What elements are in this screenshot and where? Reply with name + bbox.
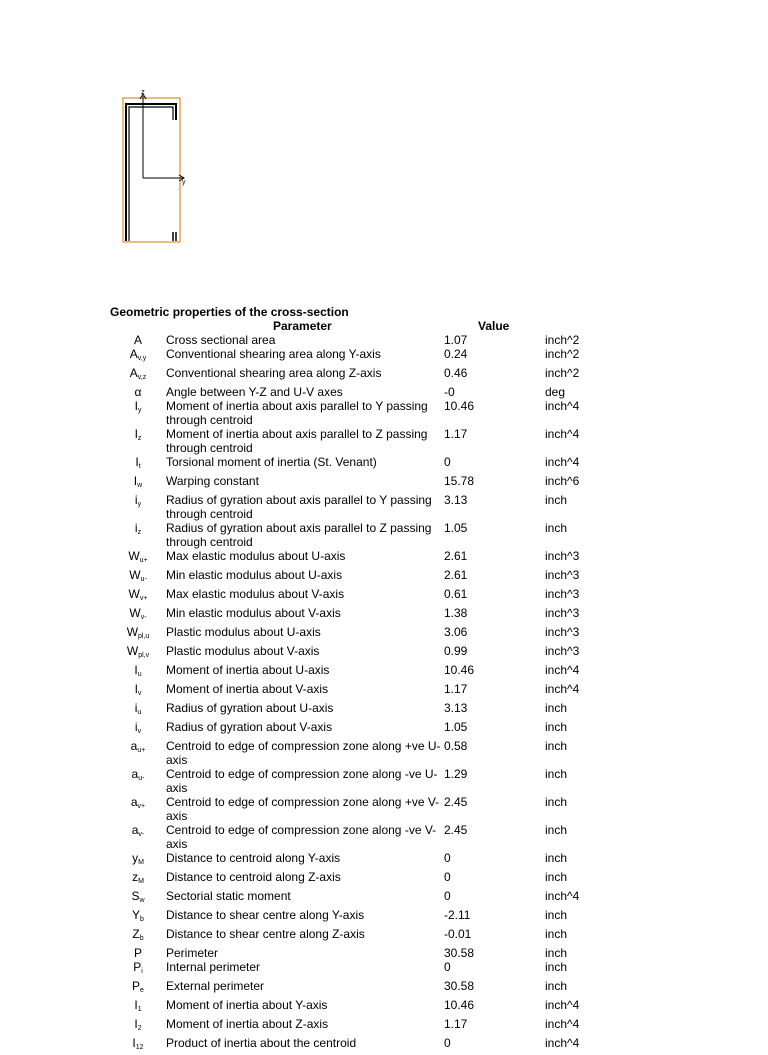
parameter-symbol [110, 701, 166, 720]
symbol-subscript: v- [138, 831, 145, 838]
symbol-main: Y [132, 908, 141, 922]
table-row [110, 493, 730, 521]
parameter-value: -0 [444, 385, 455, 399]
parameter-symbol [110, 823, 166, 851]
parameter-symbol [110, 998, 166, 1017]
parameter-description: Torsional moment of inertia (St. Venant) [166, 455, 377, 469]
properties-table [110, 333, 730, 1055]
symbol-subscript: y [137, 501, 142, 508]
parameter-unit: inch^2 [545, 347, 580, 361]
parameter-value: 1.07 [444, 333, 468, 347]
parameter-unit: inch [545, 851, 568, 865]
parameter-value: 15.78 [444, 474, 475, 488]
parameter-unit: inch [545, 720, 568, 734]
symbol-subscript: w [139, 897, 145, 904]
parameter-description: Centroid to edge of compression zone along -ve U-axis [166, 767, 438, 795]
parameter-unit: inch^3 [545, 549, 580, 563]
symbol-subscript: u- [140, 576, 147, 583]
table-row [110, 549, 730, 568]
symbol-subscript: u [137, 709, 142, 716]
parameter-symbol [110, 549, 166, 568]
parameter-value: 0.58 [444, 739, 468, 753]
table-row [110, 927, 730, 946]
symbol-main: W [129, 606, 141, 620]
parameter-value: 10.46 [444, 399, 475, 413]
table-row [110, 979, 730, 998]
parameter-unit: inch [545, 521, 568, 535]
parameter-unit: inch^4 [545, 399, 580, 413]
parameter-symbol [110, 946, 166, 960]
parameter-value: 0 [444, 1036, 451, 1050]
parameter-unit: inch [545, 946, 568, 960]
parameter-unit: inch^4 [545, 455, 580, 469]
table-row [110, 521, 730, 549]
parameter-symbol [110, 851, 166, 870]
parameter-description: Moment of inertia about Y-axis [166, 998, 328, 1012]
table-row [110, 347, 730, 366]
symbol-subscript: v- [140, 614, 147, 621]
symbol-subscript: u [137, 671, 142, 678]
parameter-symbol [110, 587, 166, 606]
symbol-main: W [126, 644, 139, 658]
table-row [110, 385, 730, 399]
parameter-value: 0 [444, 889, 451, 903]
symbol-main: a [130, 739, 138, 753]
parameter-description: Distance to centroid along Z-axis [166, 870, 341, 884]
parameter-value: 0.99 [444, 644, 468, 658]
parameter-value: 2.45 [444, 795, 468, 809]
symbol-subscript: v [137, 690, 142, 697]
cross-section-drawing [110, 86, 200, 246]
table-row [110, 870, 730, 889]
parameter-symbol [110, 908, 166, 927]
section-profile-outer [126, 104, 176, 241]
parameter-description: Max elastic modulus about U-axis [166, 549, 346, 563]
symbol-subscript: t [138, 463, 141, 470]
symbol-subscript: z [137, 529, 142, 536]
parameter-symbol [110, 455, 166, 474]
symbol-main: I [134, 663, 138, 677]
parameter-unit: inch^3 [545, 644, 580, 658]
table-row [110, 851, 730, 870]
symbol-main: W [128, 549, 140, 563]
symbol-main: A [129, 347, 138, 361]
parameter-value: 0.46 [444, 366, 468, 380]
symbol-main: i [134, 701, 138, 715]
parameter-symbol [110, 644, 166, 663]
table-row [110, 663, 730, 682]
parameter-description: Moment of inertia about U-axis [166, 663, 330, 677]
symbol-subscript: v,z [137, 374, 147, 381]
symbol-subscript: v+ [137, 803, 146, 810]
parameter-description: Sectorial static moment [166, 889, 291, 903]
parameter-description: Internal perimeter [166, 960, 261, 974]
parameter-symbol [110, 795, 166, 823]
parameter-description: Moment of inertia about Z-axis [166, 1017, 329, 1031]
parameter-description: External perimeter [166, 979, 265, 993]
symbol-subscript: 12 [135, 1044, 144, 1051]
parameter-value: 1.05 [444, 521, 468, 535]
symbol-main: I [134, 1017, 138, 1031]
table-row [110, 455, 730, 474]
table-row [110, 701, 730, 720]
parameter-value: 30.58 [444, 979, 475, 993]
parameter-value: 1.38 [444, 606, 468, 620]
table-row [110, 795, 730, 823]
parameter-value: 30.58 [444, 946, 475, 960]
parameter-description: Warping constant [166, 474, 259, 488]
symbol-main: P [132, 979, 141, 993]
parameter-symbol [110, 739, 166, 767]
parameter-value: 0 [444, 455, 451, 469]
table-row [110, 739, 730, 767]
symbol-main: P [133, 946, 142, 960]
parameter-unit: inch [545, 979, 568, 993]
symbol-subscript: M [138, 878, 144, 885]
parameter-value: 0 [444, 851, 451, 865]
parameter-unit: inch [545, 908, 568, 922]
table-row [110, 606, 730, 625]
symbol-main: I [134, 998, 138, 1012]
parameter-value: -2.11 [444, 908, 471, 922]
parameter-unit: inch [545, 823, 568, 837]
symbol-subscript: y [137, 407, 142, 414]
parameter-description: Perimeter [166, 946, 219, 960]
parameter-description: Product of inertia about the centroid [166, 1036, 357, 1050]
symbol-subscript: M [138, 859, 144, 866]
parameter-unit: inch^3 [545, 587, 580, 601]
parameter-description: Max elastic modulus about V-axis [166, 587, 345, 601]
table-row [110, 720, 730, 739]
symbol-main: I [134, 682, 138, 696]
symbol-subscript: w [137, 482, 143, 489]
parameter-unit: inch [545, 739, 568, 753]
table-row [110, 366, 730, 385]
parameter-description: Moment of inertia about axis parallel to Y passing through centroid [166, 399, 428, 427]
parameter-symbol [110, 474, 166, 493]
parameter-symbol [110, 427, 166, 455]
parameter-value: 10.46 [444, 998, 475, 1012]
parameter-unit: inch^4 [545, 682, 580, 696]
parameter-description: Centroid to edge of compression zone along +ve V-axis [166, 795, 440, 823]
parameter-symbol [110, 927, 166, 946]
parameter-symbol [110, 767, 166, 795]
parameter-value: 2.61 [444, 568, 468, 582]
table-row [110, 960, 730, 979]
parameter-symbol [110, 1017, 166, 1036]
parameter-unit: inch^3 [545, 625, 580, 639]
table-row [110, 399, 730, 427]
table-row [110, 908, 730, 927]
parameter-description: Conventional shearing area along Z-axis [166, 366, 382, 380]
cross-section-figure [110, 86, 200, 246]
parameter-unit: inch [545, 767, 568, 781]
parameter-symbol [110, 720, 166, 739]
symbol-main: I [132, 1036, 136, 1050]
symbol-main: i [134, 493, 138, 507]
parameter-unit: inch^4 [545, 1017, 580, 1031]
symbol-main: i [134, 521, 138, 535]
symbol-main: a [131, 823, 139, 837]
parameter-unit: inch [545, 927, 568, 941]
parameter-symbol [110, 889, 166, 908]
symbol-main: A [133, 333, 142, 347]
header-value: Value [478, 319, 510, 333]
parameter-value: 1.17 [444, 427, 468, 441]
parameter-value: 2.61 [444, 549, 468, 563]
table-row [110, 644, 730, 663]
parameter-symbol [110, 399, 166, 427]
parameter-symbol [110, 385, 166, 399]
symbol-main: α [134, 385, 142, 399]
symbol-main: y [132, 851, 139, 865]
parameter-value: 3.13 [444, 701, 468, 715]
table-row [110, 889, 730, 908]
parameter-description: Cross sectional area [166, 333, 276, 347]
table-row [110, 1036, 730, 1055]
parameter-description: Min elastic modulus about V-axis [166, 606, 341, 620]
table-row [110, 474, 730, 493]
parameter-symbol [110, 493, 166, 521]
parameter-description: Distance to centroid along Y-axis [166, 851, 341, 865]
parameter-description: Conventional shearing area along Y-axis [166, 347, 381, 361]
parameter-unit: inch^2 [545, 333, 580, 347]
symbol-subscript: b [140, 916, 144, 923]
parameter-symbol [110, 870, 166, 889]
symbol-subscript: pl,v [138, 652, 150, 659]
symbol-subscript: b [139, 935, 144, 942]
symbol-subscript: u+ [137, 747, 146, 754]
parameter-value: -0.01 [444, 927, 472, 941]
parameter-description: Min elastic modulus about U-axis [166, 568, 343, 582]
parameter-symbol [110, 366, 166, 385]
table-row [110, 946, 730, 960]
parameter-unit: inch^4 [545, 889, 580, 903]
parameter-symbol [110, 1036, 166, 1055]
parameter-unit: inch^2 [545, 366, 580, 380]
table-row [110, 998, 730, 1017]
parameter-value: 3.13 [444, 493, 468, 507]
symbol-main: W [129, 568, 141, 582]
symbol-subscript: v+ [139, 595, 148, 602]
symbol-subscript: e [140, 987, 144, 994]
parameter-symbol [110, 979, 166, 998]
parameter-symbol [110, 663, 166, 682]
parameter-value: 3.06 [444, 625, 468, 639]
parameter-description: Radius of gyration about axis parallel to Y passing through centroid [166, 493, 432, 521]
parameter-symbol [110, 521, 166, 549]
parameter-symbol [110, 568, 166, 587]
parameter-description: Angle between Y-Z and U-V axes [166, 385, 343, 399]
symbol-subscript: i [141, 968, 143, 975]
table-row [110, 568, 730, 587]
symbol-main: I [134, 427, 138, 441]
symbol-main: W [126, 625, 139, 639]
table-row [110, 587, 730, 606]
symbol-main: W [128, 587, 140, 601]
parameter-description: Distance to shear centre along Z-axis [166, 927, 365, 941]
symbol-subscript: u+ [139, 557, 148, 564]
section-lip-bottom [173, 232, 176, 241]
symbol-main: i [134, 720, 138, 734]
parameter-value: 1.17 [444, 1017, 468, 1031]
parameter-symbol [110, 625, 166, 644]
parameter-description: Moment of inertia about V-axis [166, 682, 329, 696]
parameter-value: 0 [444, 960, 451, 974]
section-bounding-box [123, 98, 180, 242]
parameter-description: Distance to shear centre along Y-axis [166, 908, 365, 922]
parameter-unit: inch [545, 870, 568, 884]
symbol-main: a [131, 767, 139, 781]
symbol-main: z [132, 870, 139, 884]
symbol-subscript: v,y [137, 355, 147, 362]
parameter-description: Plastic modulus about U-axis [166, 625, 321, 639]
parameter-symbol [110, 347, 166, 366]
section-title: Geometric properties of the cross-section [110, 305, 349, 319]
parameter-unit: inch^6 [545, 474, 580, 488]
properties-section [110, 305, 730, 1055]
table-header [110, 319, 730, 333]
header-parameter: Parameter [273, 319, 332, 333]
symbol-main: A [129, 366, 138, 380]
parameter-unit: inch^3 [545, 606, 580, 620]
parameter-symbol [110, 606, 166, 625]
table-row [110, 767, 730, 795]
parameter-unit: inch^3 [545, 568, 580, 582]
parameter-unit: deg [545, 385, 566, 399]
section-profile-inner [129, 107, 173, 241]
parameter-unit: inch^4 [545, 998, 580, 1012]
table-row [110, 427, 730, 455]
parameter-value: 1.05 [444, 720, 468, 734]
parameter-description: Moment of inertia about axis parallel to Z passing through centroid [166, 427, 428, 455]
parameter-value: 0 [444, 870, 451, 884]
symbol-subscript: z [137, 435, 142, 442]
parameter-description: Centroid to edge of compression zone along -ve V-axis [166, 823, 437, 851]
symbol-main: I [134, 399, 138, 413]
parameter-description: Centroid to edge of compression zone along +ve U-axis [166, 739, 441, 767]
properties-table-body [110, 333, 730, 1055]
symbol-subscript: u- [138, 775, 145, 782]
symbol-subscript: 2 [137, 1025, 142, 1032]
symbol-main: S [131, 889, 140, 903]
symbol-main: I [135, 455, 139, 469]
symbol-main: a [130, 795, 138, 809]
parameter-value: 0.61 [444, 587, 468, 601]
parameter-value: 2.45 [444, 823, 468, 837]
y-axis-label: y [182, 179, 186, 186]
symbol-subscript: v [137, 728, 142, 735]
parameter-value: 1.17 [444, 682, 468, 696]
parameter-symbol [110, 960, 166, 979]
table-row [110, 1017, 730, 1036]
parameter-description: Radius of gyration about U-axis [166, 701, 334, 715]
parameter-unit: inch [545, 795, 568, 809]
parameter-unit: inch [545, 960, 568, 974]
parameter-value: 1.29 [444, 767, 468, 781]
table-row [110, 625, 730, 644]
parameter-unit: inch^4 [545, 663, 580, 677]
parameter-symbol [110, 333, 166, 347]
symbol-main: P [133, 960, 142, 974]
symbol-subscript: 1 [137, 1006, 142, 1013]
table-row [110, 682, 730, 701]
parameter-value: 0.24 [444, 347, 468, 361]
symbol-main: I [133, 474, 138, 488]
table-row [110, 333, 730, 347]
parameter-unit: inch^4 [545, 427, 580, 441]
z-axis-label: z [141, 89, 145, 96]
parameter-unit: inch [545, 493, 568, 507]
parameter-value: 10.46 [444, 663, 475, 677]
parameter-description: Radius of gyration about axis parallel to Z passing through centroid [166, 521, 432, 549]
symbol-subscript: pl,u [138, 633, 150, 640]
parameter-description: Plastic modulus about V-axis [166, 644, 320, 658]
parameter-symbol [110, 682, 166, 701]
parameter-unit: inch^4 [545, 1036, 580, 1050]
parameter-unit: inch [545, 701, 568, 715]
table-row [110, 823, 730, 851]
parameter-description: Radius of gyration about V-axis [166, 720, 333, 734]
symbol-main: Z [132, 927, 140, 941]
